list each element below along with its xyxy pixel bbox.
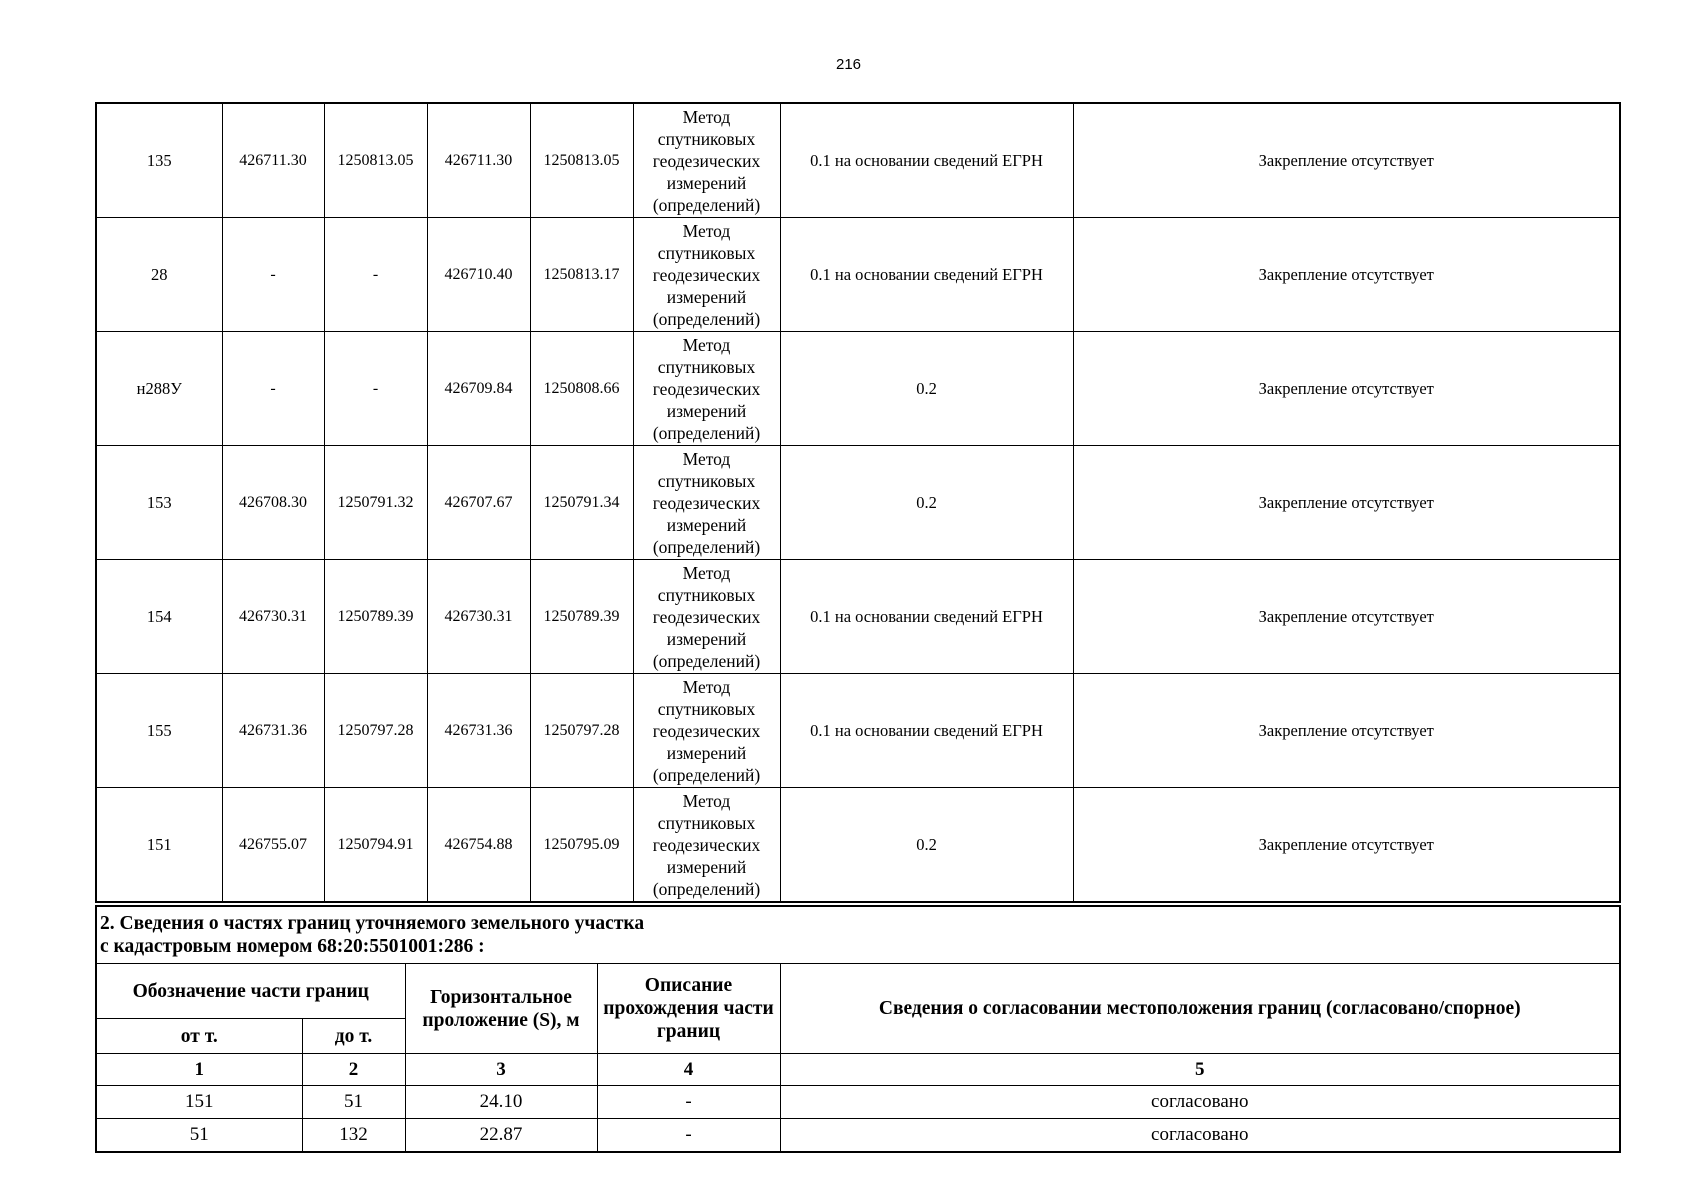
old-y: 1250797.28	[324, 674, 427, 788]
new-y: 1250797.28	[530, 674, 633, 788]
old-x: -	[222, 332, 324, 446]
part-to: 132	[302, 1119, 405, 1153]
fixing-description: Закрепление отсутствует	[1073, 218, 1620, 332]
part-description: -	[597, 1086, 780, 1119]
header-from: от т.	[96, 1019, 302, 1054]
method-line: Метод	[682, 676, 731, 697]
section-title	[96, 906, 1620, 964]
part-distance: 24.10	[405, 1086, 597, 1119]
page-number: 216	[835, 56, 862, 73]
fixing-description: Закрепление отсутствует	[1073, 332, 1620, 446]
method-line: измерений	[666, 742, 747, 763]
method-line: измерений	[666, 856, 747, 877]
new-y: 1250808.66	[530, 332, 633, 446]
table-row	[96, 1119, 1620, 1153]
method-line: (определений)	[652, 194, 761, 215]
new-x: 426711.30	[427, 103, 530, 218]
accuracy: 0.1 на основании сведений ЕГРН	[780, 560, 1073, 674]
method-line: (определений)	[652, 422, 761, 443]
old-x: 426755.07	[222, 788, 324, 903]
column-number: 5	[780, 1054, 1620, 1086]
new-y: 1250791.34	[530, 446, 633, 560]
fixing-description: Закрепление отсутствует	[1073, 560, 1620, 674]
header-designation: Обозначение части границ	[96, 964, 405, 1019]
new-x: 426731.36	[427, 674, 530, 788]
fixing-description: Закрепление отсутствует	[1073, 103, 1620, 218]
accuracy: 0.2	[780, 332, 1073, 446]
new-y: 1250813.05	[530, 103, 633, 218]
table-row	[96, 218, 1620, 332]
boundary-points-table	[95, 102, 1621, 903]
method-line: спутниковых	[657, 356, 756, 377]
method-line: измерений	[666, 514, 747, 535]
accuracy: 0.1 на основании сведений ЕГРН	[780, 674, 1073, 788]
column-number: 3	[405, 1054, 597, 1086]
old-x: -	[222, 218, 324, 332]
old-x: 426730.31	[222, 560, 324, 674]
method-line: (определений)	[652, 536, 761, 557]
fixing-description: Закрепление отсутствует	[1073, 674, 1620, 788]
method-line: спутниковых	[657, 812, 756, 833]
new-y: 1250813.17	[530, 218, 633, 332]
method-line: (определений)	[652, 878, 761, 899]
header-to: до т.	[302, 1019, 405, 1054]
part-agreement: согласовано	[780, 1086, 1620, 1119]
old-y: -	[324, 218, 427, 332]
old-y: 1250791.32	[324, 446, 427, 560]
part-description: -	[597, 1119, 780, 1153]
accuracy: 0.2	[780, 788, 1073, 903]
table-row	[96, 103, 1620, 218]
method-line: Метод	[682, 220, 731, 241]
accuracy: 0.1 на основании сведений ЕГРН	[780, 103, 1073, 218]
table-row	[96, 788, 1620, 903]
point-id: 28	[96, 218, 222, 332]
method-cell	[633, 103, 780, 218]
method-line: измерений	[666, 172, 747, 193]
method-cell	[633, 674, 780, 788]
new-x: 426730.31	[427, 560, 530, 674]
method-line: Метод	[682, 562, 731, 583]
method-line: геодезических	[652, 606, 761, 627]
part-from: 151	[96, 1086, 302, 1119]
method-line: Метод	[682, 790, 731, 811]
method-line: геодезических	[652, 834, 761, 855]
section-title-line2: с кадастровым номером 68:20:5501001:286 :	[100, 936, 485, 957]
method-cell	[633, 332, 780, 446]
method-cell	[633, 560, 780, 674]
table-row	[96, 1086, 1620, 1119]
accuracy: 0.1 на основании сведений ЕГРН	[780, 218, 1073, 332]
part-agreement: согласовано	[780, 1119, 1620, 1153]
point-id: 151	[96, 788, 222, 903]
table-row	[96, 674, 1620, 788]
method-line: (определений)	[652, 650, 761, 671]
old-x: 426731.36	[222, 674, 324, 788]
header-agreement: Сведения о согласовании местоположения границ (согласовано/спорное)	[780, 964, 1620, 1054]
old-x: 426711.30	[222, 103, 324, 218]
point-id: 155	[96, 674, 222, 788]
method-line: измерений	[666, 400, 747, 421]
method-line: спутниковых	[657, 584, 756, 605]
old-y: -	[324, 332, 427, 446]
old-y: 1250789.39	[324, 560, 427, 674]
fixing-description: Закрепление отсутствует	[1073, 788, 1620, 903]
new-x: 426754.88	[427, 788, 530, 903]
old-x: 426708.30	[222, 446, 324, 560]
header-description: Описание прохождения части границ	[597, 964, 780, 1054]
method-line: (определений)	[652, 764, 761, 785]
boundary-parts-table	[95, 905, 1621, 1153]
header-horizontal: Горизонтальное проложение (S), м	[405, 964, 597, 1054]
new-x: 426709.84	[427, 332, 530, 446]
accuracy: 0.2	[780, 446, 1073, 560]
method-line: спутниковых	[657, 470, 756, 491]
section-title-line1: 2. Сведения о частях границ уточняемого земельного участка	[100, 913, 645, 934]
method-line: спутниковых	[657, 242, 756, 263]
point-id: 153	[96, 446, 222, 560]
new-x: 426710.40	[427, 218, 530, 332]
table-row	[96, 560, 1620, 674]
method-cell	[633, 788, 780, 903]
method-line: геодезических	[652, 264, 761, 285]
method-line: спутниковых	[657, 698, 756, 719]
old-y: 1250794.91	[324, 788, 427, 903]
method-line: Метод	[682, 448, 731, 469]
method-line: измерений	[666, 286, 747, 307]
column-number: 4	[597, 1054, 780, 1086]
column-number: 1	[96, 1054, 302, 1086]
point-id: н288У	[96, 332, 222, 446]
new-x: 426707.67	[427, 446, 530, 560]
method-line: Метод	[682, 106, 731, 127]
method-line: измерений	[666, 628, 747, 649]
fixing-description: Закрепление отсутствует	[1073, 446, 1620, 560]
method-cell	[633, 218, 780, 332]
method-line: спутниковых	[657, 128, 756, 149]
table-row	[96, 446, 1620, 560]
column-number: 2	[302, 1054, 405, 1086]
part-to: 51	[302, 1086, 405, 1119]
point-id: 154	[96, 560, 222, 674]
method-line: Метод	[682, 334, 731, 355]
part-from: 51	[96, 1119, 302, 1153]
method-line: геодезических	[652, 720, 761, 741]
table-row	[96, 332, 1620, 446]
method-line: геодезических	[652, 150, 761, 171]
method-line: (определений)	[652, 308, 761, 329]
new-y: 1250789.39	[530, 560, 633, 674]
method-line: геодезических	[652, 378, 761, 399]
part-distance: 22.87	[405, 1119, 597, 1153]
old-y: 1250813.05	[324, 103, 427, 218]
method-cell	[633, 446, 780, 560]
new-y: 1250795.09	[530, 788, 633, 903]
method-line: геодезических	[652, 492, 761, 513]
point-id: 135	[96, 103, 222, 218]
